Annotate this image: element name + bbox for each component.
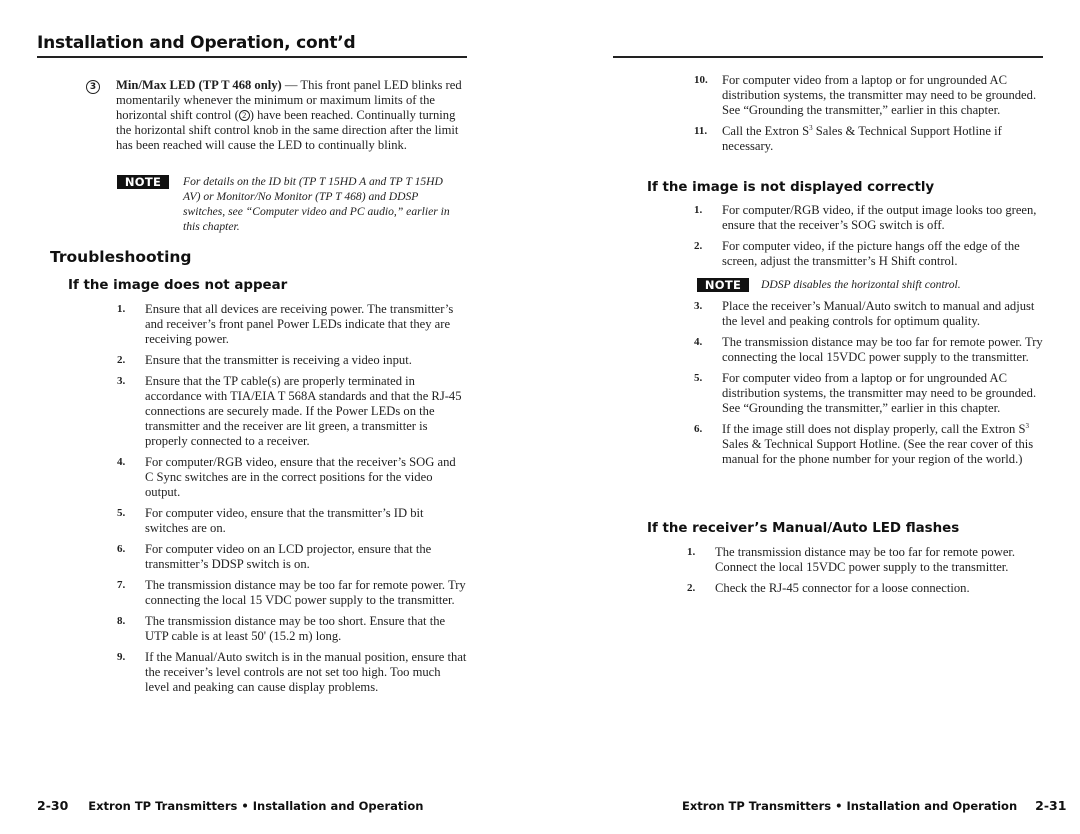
list-image-does-not-appear — [117, 302, 467, 701]
callout-number-badge: 3 — [86, 80, 100, 94]
list-image-not-displayed-correctly — [694, 203, 1044, 275]
footer-right-text: Extron TP Transmitters • Installation and Operation — [682, 799, 1018, 813]
header-rule-left — [37, 56, 467, 58]
page-number-left: 2-30 — [37, 798, 69, 813]
list-item: 1. For computer/RGB video, if the output image looks too green, ensure that the receiver’s SOG switch is off. — [694, 203, 1037, 232]
list-item: 1. The transmission distance may be too far for remote power. Connect the local 15VDC power supply to the transmitter. — [687, 545, 1016, 574]
page-title: Installation and Operation, cont’d — [37, 33, 356, 53]
list-item: 8. The transmission distance may be too short. Ensure that the UTP cable is at least 50' (15.2 m) long. — [117, 614, 446, 643]
list-item: 10. For computer video from a laptop or for ungrounded AC distribution systems, the transmitter may need to be grounded. See “Grounding the transmitter,” earlier in this chapter. — [694, 73, 1037, 117]
header-rule-right — [613, 56, 1043, 58]
list-item: 4. The transmission distance may be too far for remote power. Try connecting the local 15VDC power supply to the transmitter. — [694, 335, 1043, 364]
list-item: 6. If the image still does not display properly, call the Extron $S^3$ Sales & Technical Support Hotline. (See the rear cover of this manual for the phone number for your region of the world.) — [694, 422, 1034, 466]
list-item: 3. Ensure that the TP cable(s) are properly terminated in accordance with TIA/EIA T 568A standards and that the RJ-45 connections are securely made. If the Power LEDs on the transmitter and the receiver are lit green, a transmitter is properly connected to a receiver. — [117, 374, 462, 448]
list-item: 1. Ensure that all devices are receiving power. The transmitter’s and receiver’s front panel Power LEDs indicate that they are receiving power. — [117, 302, 454, 346]
footer-right — [682, 798, 1066, 813]
list-item: 5. For computer video, ensure that the transmitter’s ID bit switches are on. — [117, 506, 424, 535]
list-item: 3. Place the receiver’s Manual/Auto switch to manual and adjust the level and peaking controls for optimum quality. — [694, 299, 1035, 328]
callout-label: Min/Max LED (TP T 468 only) — [116, 78, 282, 92]
list-item: 2. Ensure that the transmitter is receiving a video input. — [117, 353, 412, 367]
heading-image-not-displayed-correctly: If the image is not displayed correctly — [647, 180, 935, 195]
section-title-troubleshooting: Troubleshooting — [50, 248, 192, 266]
note-badge: NOTE — [697, 278, 749, 292]
list-item: 11. Call the Extron $S^3$ Sales & Technical Support Hotline if necessary. — [694, 124, 1002, 153]
list-item: 2. Check the RJ-45 connector for a loose connection. — [687, 581, 970, 595]
list-manual-auto-led-flashes — [687, 545, 1047, 602]
callout-ref-badge: 2 — [239, 110, 250, 121]
callout-text: Min/Max LED (TP T 468 only) — This front panel LED blinks red momentarily whenever the minimum or maximum limits of the horizontal shift control ( 2 ) have been reached. Continually turning the horizontal shift control knob in the same direction after the limit has been reached will cause the LED to continually blink. — [116, 78, 462, 152]
list-item: 4. For computer/RGB video, ensure that the receiver’s SOG and C Sync switches are in the correct positions for the video output. — [117, 455, 456, 499]
list-item: 5. For computer video from a laptop or for ungrounded AC distribution systems, the transmitter may need to be grounded. See “Grounding the transmitter,” earlier in this chapter. — [694, 371, 1037, 415]
list-image-not-displayed-correctly-cont — [694, 299, 1044, 473]
note-text: DDSP disables the horizontal shift control. — [761, 278, 961, 291]
note-id-bit — [117, 174, 467, 236]
list-image-does-not-appear-cont — [694, 73, 1044, 160]
heading-image-does-not-appear: If the image does not appear — [68, 278, 288, 293]
note-badge: NOTE — [117, 175, 169, 189]
note-ddsp — [697, 277, 1047, 295]
list-item: 2. For computer video, if the picture hangs off the edge of the screen, adjust the transmitter’s H Shift control. — [694, 239, 1020, 268]
footer-left-text: Extron TP Transmitters • Installation and Operation — [88, 799, 424, 813]
page-number-right: 2-31 — [1035, 798, 1067, 813]
list-item: 9. If the Manual/Auto switch is in the manual position, ensure that the receiver’s level controls are not set too high. Too much level and peaking can cause display problems. — [117, 650, 467, 694]
note-text: For details on the ID bit (TP T 15HD A and TP T 15HD AV) or Monitor/No Monitor (TP T 468) and DDSP switches, see “Computer video and PC audio,” earlier in this chapter. — [183, 175, 450, 233]
footer-left — [37, 798, 423, 813]
list-item: 7. The transmission distance may be too far for remote power. Try connecting the local 15 VDC power supply to the transmitter. — [117, 578, 466, 607]
heading-manual-auto-led-flashes: If the receiver’s Manual/Auto LED flashes — [647, 521, 960, 536]
list-item: 6. For computer video on an LCD projector, ensure that the transmitter’s DDSP switch is on. — [117, 542, 432, 571]
